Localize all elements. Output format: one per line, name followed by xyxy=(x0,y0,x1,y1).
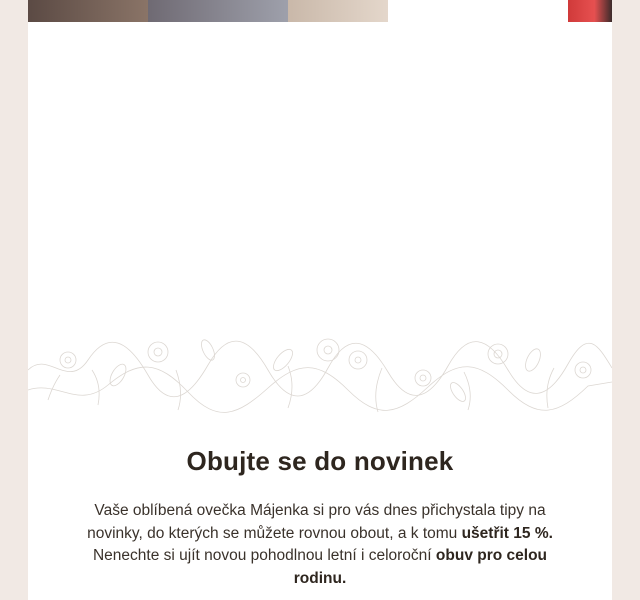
paragraph-bold-discount: ušetřit 15 %. xyxy=(461,524,553,542)
hero-photo-segment xyxy=(148,0,288,22)
paragraph-text: Nenechte si ujít novou pohodlnou letní i celoroční xyxy=(92,547,436,564)
hero-photo-segment xyxy=(28,0,148,22)
intro-paragraph xyxy=(68,500,572,590)
paragraph-bold-footwear: obuv pro celou rodinu. xyxy=(293,547,548,587)
hero-image-area xyxy=(28,22,612,332)
email-card xyxy=(28,0,612,600)
headline: Obujte se do novinek xyxy=(186,446,454,476)
hero-photo-segment xyxy=(568,0,612,22)
hero-photo-segment xyxy=(388,0,568,22)
paragraph-text: Vaše oblíbená ovečka Májenka si pro vás dnes přichystala tipy na novinky, do kterých se můžete rovnou obout, a k tomu xyxy=(87,502,546,542)
hero-photo-segment xyxy=(288,0,388,22)
hero-image[interactable] xyxy=(28,0,612,22)
floral-divider-illustration xyxy=(28,330,612,420)
